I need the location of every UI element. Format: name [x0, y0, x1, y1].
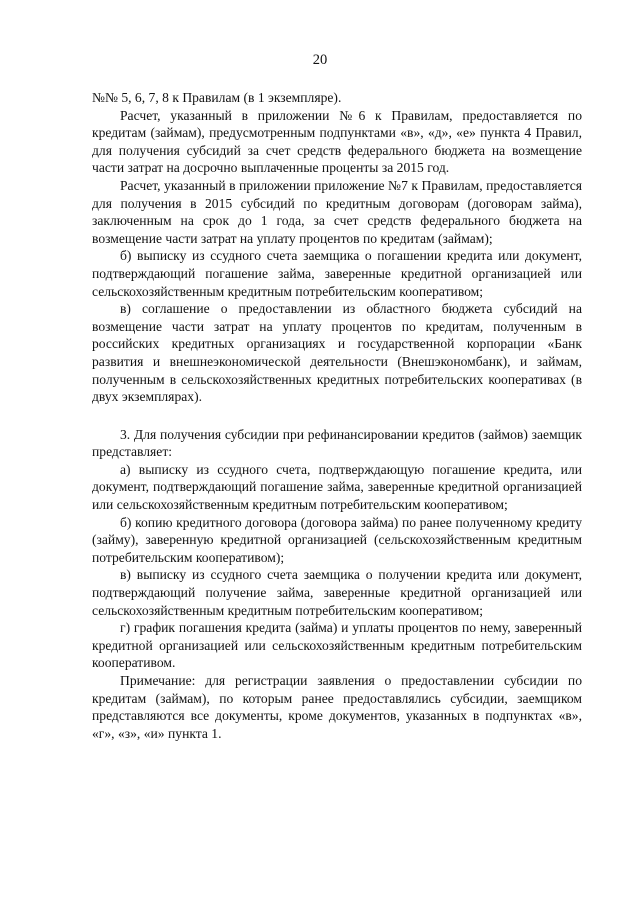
- list-item-b-loan-statement: б) выписку из ссудного счета заемщика о погашении кредита или документ, подтверждающий погашение займа, заверенные кредитной организацией или сельскохозяйственным кредитным потребительским кооперативом;: [92, 248, 582, 299]
- list-item-v-agreement: в) соглашение о предоставлении из областного бюджета субсидий на возмещение части затрат на уплату процентов по кредитам, полученным в российских кредитных организациях и государственной корпорации «Банк развития и внешнеэкономической деятельности (Внешэкономбанк), и займам, полученным в сельскохозяйственных кредитных потребительских кооперативах (в двух экземплярах).: [92, 301, 582, 405]
- paragraph-continuation: №№ 5, 6, 7, 8 к Правилам (в 1 экземпляре).: [92, 90, 342, 105]
- section-spacer: [92, 406, 582, 426]
- list-item-b-contract-copy: б) копию кредитного договора (договора займа) по ранее полученному кредиту (займу), заверенную кредитной организацией (сельскохозяйственным кредитным потребительским кооперативом);: [92, 514, 582, 565]
- paragraph-calc-appendix-6: Расчет, указанный в приложении №6 к Правилам, предоставляется по кредитам (займам), предусмотренным подпунктами «в», «д», «е» пункта 4 Правил, для получения субсидий за счет средств федерального бюджета на возмещение части затрат на досрочно выплаченные проценты за 2015 год.: [92, 107, 582, 176]
- list-item-v-receipt-statement: в) выписку из ссудного счета заемщика о получении кредита или документ, подтверждающий получение займа, заверенные кредитной организацией или сельскохозяйственным кредитным потребительским кооперативом;: [92, 567, 582, 618]
- list-item-g-repayment-schedule: г) график погашения кредита (займа) и уплаты процентов по нему, заверенный кредитной организацией или сельскохозяйственным кредитным потребительским кооперативом.: [92, 620, 582, 671]
- page-number: 20: [312, 52, 328, 68]
- list-item-a-account-statement: а) выписку из ссудного счета, подтверждающую погашение кредита, или документ, подтверждающий погашение займа, заверенные кредитной организацией или сельскохозяйственным кредитным потребительским кооперативом;: [92, 461, 582, 513]
- document-body: [92, 89, 582, 742]
- section-3-heading: 3. Для получения субсидии при рефинансировании кредитов (займов) заемщик представляет:: [92, 426, 582, 460]
- paragraph-calc-appendix-7: Расчет, указанный в приложении приложение №7 к Правилам, предоставляется для получения в 2015 субсидий по кредитным договорам (договорам займа), заключенным на срок до 1 года, за счет средств федерального бюджета на возмещение части затрат на уплату процентов по кредитам (займам);: [92, 177, 582, 246]
- paragraph-note: Примечание: для регистрации заявления о предоставлении субсидии по кредитам (займам), по которым ранее предоставлялись субсидии, заемщиком представляются все документы, кроме документов, указанных в подпунктах «в», «г», «з», «и» пункта 1.: [92, 673, 582, 741]
